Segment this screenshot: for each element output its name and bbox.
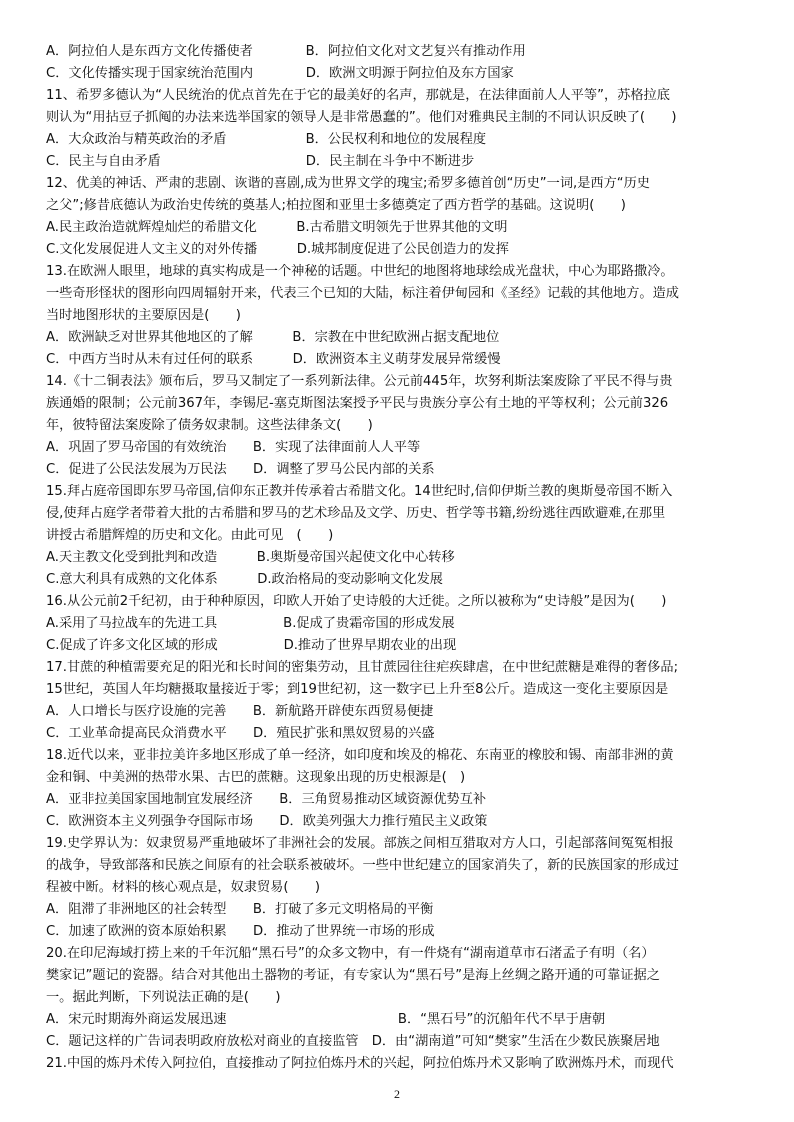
page-number: 2 xyxy=(394,1087,400,1101)
question-16-stem: 16.从公元前2千纪初，由于种种原因，印欧人开始了史诗般的大迁徙。之所以被称为“史诗般”是因为( ) xyxy=(46,594,667,609)
option-line: A.采用了马拉战车的先进工具 B.促成了贵霜帝国的形成发展 xyxy=(46,616,455,631)
question-15-stem: 15.拜占庭帝国即东罗马帝国,信仰东正教并传承着古希腊文化。14世纪时,信仰伊斯兰教的奥斯曼帝国不断入 xyxy=(46,484,673,499)
option-line: C．加速了欧洲的资本原始积累 D．推动了世界统一市场的形成 xyxy=(46,924,435,939)
question-17-stem: 17.甘蔗的种植需要充足的阳光和长时间的密集劳动，且甘蔗园往往疟疾肆虐，在中世纪蔗糖是难得的奢侈品; xyxy=(46,660,679,675)
option-line: C．题记这样的广告词表明政府放松对商业的直接监管 D．由“湖南道”可知“樊家”生活在少数民族聚居地 xyxy=(46,1034,660,1049)
question-13-stem: 一些奇形怪状的图形向四周辐射开来，代表三个已知的大陆，标注着伊甸园和《圣经》记载的其他地方。造成 xyxy=(46,286,679,301)
option-line: A.民主政治造就辉煌灿烂的希腊文化 B.古希腊文明领先于世界其他的文明 xyxy=(46,220,508,235)
option-line: A．亚非拉美国家国地制宜发展经济 B．三角贸易推动区域资源优势互补 xyxy=(46,792,487,807)
question-21-stem: 21.中国的炼丹术传入阿拉伯，直接推动了阿拉伯炼丹术的兴起，阿拉伯炼丹术又影响了欧洲炼丹术，而现代 xyxy=(46,1056,674,1071)
option-line: A．阻滞了非洲地区的社会转型 B．打破了多元文明格局的平衡 xyxy=(46,902,434,917)
question-20-stem: 樊家记”题记的瓷器。结合对其他出土器物的考证，有专家认为“黑石号”是海上丝绸之路开通的可靠证据之 xyxy=(46,968,660,983)
question-13-stem: 当时地图形状的主要原因是( ) xyxy=(46,308,241,323)
option-line: C.意大利具有成熟的文化体系 D.政治格局的变动影响文化发展 xyxy=(46,572,443,587)
question-11-stem: 则认为“用拈豆子抓阄的办法来选举国家的领导人是非常愚蠢的”。他们对雅典民主制的不同认识反映了( ) xyxy=(46,110,677,125)
option-line: A．人口增长与医疗设施的完善 B．新航路开辟使东西贸易便捷 xyxy=(46,704,434,719)
option-line: C．民主与自由矛盾 D．民主制在斗争中不断进步 xyxy=(46,154,475,169)
option-line: A.天主教文化受到批判和改造 B.奥斯曼帝国兴起使文化中心转移 xyxy=(46,550,455,565)
question-11-stem: 11、希罗多德认为“人民统治的优点首先在于它的最美好的名声，那就是，在法律面前人人平等”，苏格拉底 xyxy=(46,88,670,103)
option-line: A．巩固了罗马帝国的有效统治 B．实现了法律面前人人平等 xyxy=(46,440,421,455)
question-20-stem: 20.在印尼海域打捞上来的千年沉船“黑石号”的众多文物中，有一件烧有“湖南道草市石渚孟子有明（名） xyxy=(46,946,655,961)
question-14-stem: 族通婚的限制；公元前367年，李锡尼-塞克斯图法案授予平民与贵族分享公有土地的平等权利；公元前326 xyxy=(46,396,669,411)
option-line: A．阿拉伯人是东西方文化传播使者 B．阿拉伯文化对文艺复兴有推动作用 xyxy=(46,44,526,59)
question-14-stem: 年，彼特留法案废除了债务奴隶制。这些法律条文( ) xyxy=(46,418,373,433)
question-12-stem: 12、优美的神话、严肃的悲剧、诙谐的喜剧,成为世界文学的瑰宝;希罗多德首创“历史”一词,是西方“历史 xyxy=(46,176,650,191)
option-line: C．促进了公民法发展为万民法 D．调整了罗马公民内部的关系 xyxy=(46,462,435,477)
option-line: C.文化发展促进人文主义的对外传播 D.城邦制度促进了公民创造力的发挥 xyxy=(46,242,509,257)
question-18-stem: 金和铜、中美洲的热带水果、古巴的蔗糖。这现象出现的历史根源是( ) xyxy=(46,770,466,785)
question-17-stem: 15世纪，英国人年均糖摄取量接近于零；到19世纪初，这一数字已上升至8公斤。造成这一变化主要原因是 xyxy=(46,682,669,697)
question-20-stem: 一。据此判断，下列说法正确的是( ) xyxy=(46,990,281,1005)
option-line: A．宋元时期海外商运发展迅速 B．“黑石号”的沉船年代不早于唐朝 xyxy=(46,1012,606,1027)
question-18-stem: 18.近代以来，亚非拉美许多地区形成了单一经济，如印度和埃及的棉花、东南亚的橡胶和锡、南部非洲的黄 xyxy=(46,748,674,763)
option-line: C.促成了许多文化区域的形成 D.推动了世界早期农业的出现 xyxy=(46,638,457,653)
question-19-stem: 的战争，导致部落和民族之间原有的社会联系被破坏。一些中世纪建立的国家消失了，新的民族国家的形成过 xyxy=(46,858,679,873)
question-12-stem: 之父”;修昔底德认为政治史传统的奠基人;柏拉图和亚里士多德奠定了西方哲学的基础。这说明( ) xyxy=(46,198,626,213)
option-line: C．中西方当时从未有过任何的联系 D．欧洲资本主义萌芽发展异常缓慢 xyxy=(46,352,501,367)
question-15-stem: 讲授古希腊辉煌的历史和文化。由此可见 ( ) xyxy=(46,528,334,543)
question-14-stem: 14.《十二铜表法》颁布后，罗马又制定了一系列新法律。公元前445年，坎努利斯法案废除了平民不得与贵 xyxy=(46,374,673,389)
question-19-stem: 程被中断。材料的核心观点是，奴隶贸易( ) xyxy=(46,880,321,895)
option-line: C．欧洲资本主义列强争夺国际市场 D．欧美列强大力推行殖民主义政策 xyxy=(46,814,488,829)
question-15-stem: 侵,使拜占庭学者带着大批的古希腊和罗马的艺术珍品及文学、历史、哲学等书籍,纷纷逃往西欧避难,在那里 xyxy=(46,506,666,521)
question-19-stem: 19.史学界认为：奴隶贸易严重地破坏了非洲社会的发展。部族之间相互猎取对方人口，引起部落间冤冤相报 xyxy=(46,836,674,851)
option-line: C．文化传播实现于国家统治范围内 D．欧洲文明源于阿拉伯及东方国家 xyxy=(46,66,514,81)
option-line: A．欧洲缺乏对世界其他地区的了解 B．宗教在中世纪欧洲占据支配地位 xyxy=(46,330,500,345)
option-line: C．工业革命提高民众消费水平 D．殖民扩张和黑奴贸易的兴盛 xyxy=(46,726,435,741)
question-13-stem: 13.在欧洲人眼里，地球的真实构成是一个神秘的话题。中世纪的地图将地球绘成光盘状，中心为耶路撒冷。 xyxy=(46,264,674,279)
option-line: A．大众政治与精英政治的矛盾 B．公民权利和地位的发展程度 xyxy=(46,132,487,147)
